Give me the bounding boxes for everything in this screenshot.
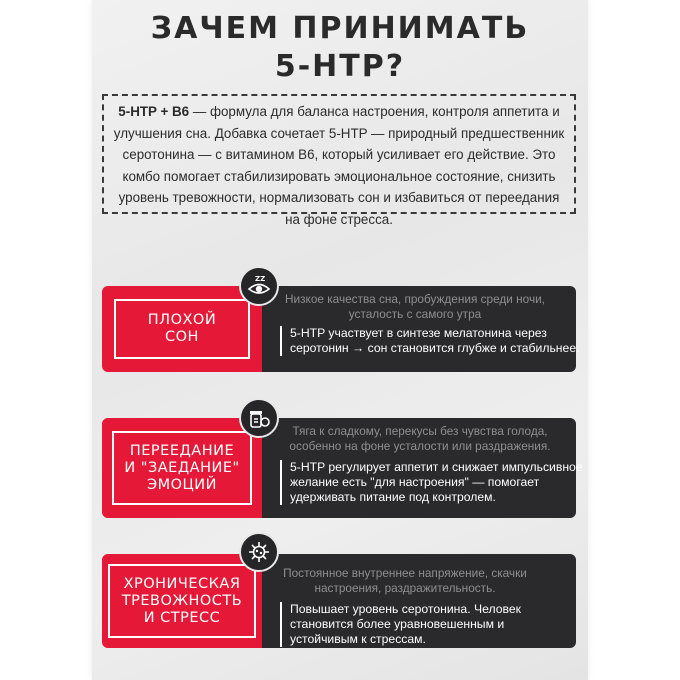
card-label-panel [102, 286, 262, 372]
card-label-line: И СТРЕСС [143, 609, 221, 626]
card-label-line: ЭМОЦИЙ [147, 476, 217, 493]
card-content-panel [262, 554, 576, 648]
card-label-line: И "ЗАЕДАНИЕ" [124, 459, 240, 476]
card-problem: Тяга к сладкому, перекусы без чувства голода, особенно на фоне усталости или раздражения. [289, 424, 551, 453]
card-anxiety [102, 554, 576, 648]
card-label-line: ХРОНИЧЕСКАЯ [123, 575, 241, 592]
card-label-line: ПЛОХОЙ [147, 312, 217, 328]
card-label-line: ПЕРЕЕДАНИЕ [129, 442, 235, 459]
intro-text: — формула для баланса настроения, контроля аппетита и улучшения сна. Добавка сочетает 5-HTP — природный предшественник серотонина — с витамином В6, который усиливает его действие. Это комбо помогает стабилизировать эмоциональное состояние, снизить уровень тревожности, нормализовать сон и избавиться от переедания на фоне стресса. [113, 104, 565, 227]
svg-text:ZZ: ZZ [255, 275, 266, 283]
card-label-panel [102, 418, 262, 518]
card-solution: 5-HTP участвует в синтезе мелатонина через серотонин → сон становится глубже и стабильнее. [280, 326, 584, 356]
page-title [92, 10, 588, 86]
intro-bold: 5-HTP + B6 [118, 104, 190, 119]
food-jar-icon [239, 398, 279, 438]
virus-stress-icon [239, 532, 279, 572]
card-label [114, 299, 250, 359]
card-label-panel [102, 554, 262, 648]
intro-box [102, 94, 576, 227]
sleep-eye-icon [239, 266, 279, 306]
title-line-2: 5-HTP? [274, 49, 406, 84]
card-problem: Постоянное внутреннее напряжение, скачки настроения, раздражительность. [283, 566, 527, 595]
card-overeating [102, 418, 583, 518]
card-solution: 5-HTP регулирует аппетит и снижает импульсивное желание есть "для настроения" — помогает удерживать питание под контролем. [280, 460, 584, 505]
card-content-panel [262, 286, 580, 372]
card-content-panel [262, 418, 583, 518]
card-label [108, 564, 256, 638]
card-label-line: СОН [165, 329, 199, 345]
card-label-line: ТРЕВОЖНОСТЬ [121, 592, 243, 609]
card-bad-sleep [102, 286, 580, 372]
card-problem: Низкое качества сна, пробуждения среди ночи, усталость с самого утра [285, 292, 545, 321]
card-solution: Повышает уровень серотонина. Человек становится более уравновешенным и устойчивым к стрессам. [280, 602, 560, 647]
card-label [112, 431, 252, 505]
title-line-1: ЗАЧЕМ ПРИНИМАТЬ [150, 11, 530, 46]
